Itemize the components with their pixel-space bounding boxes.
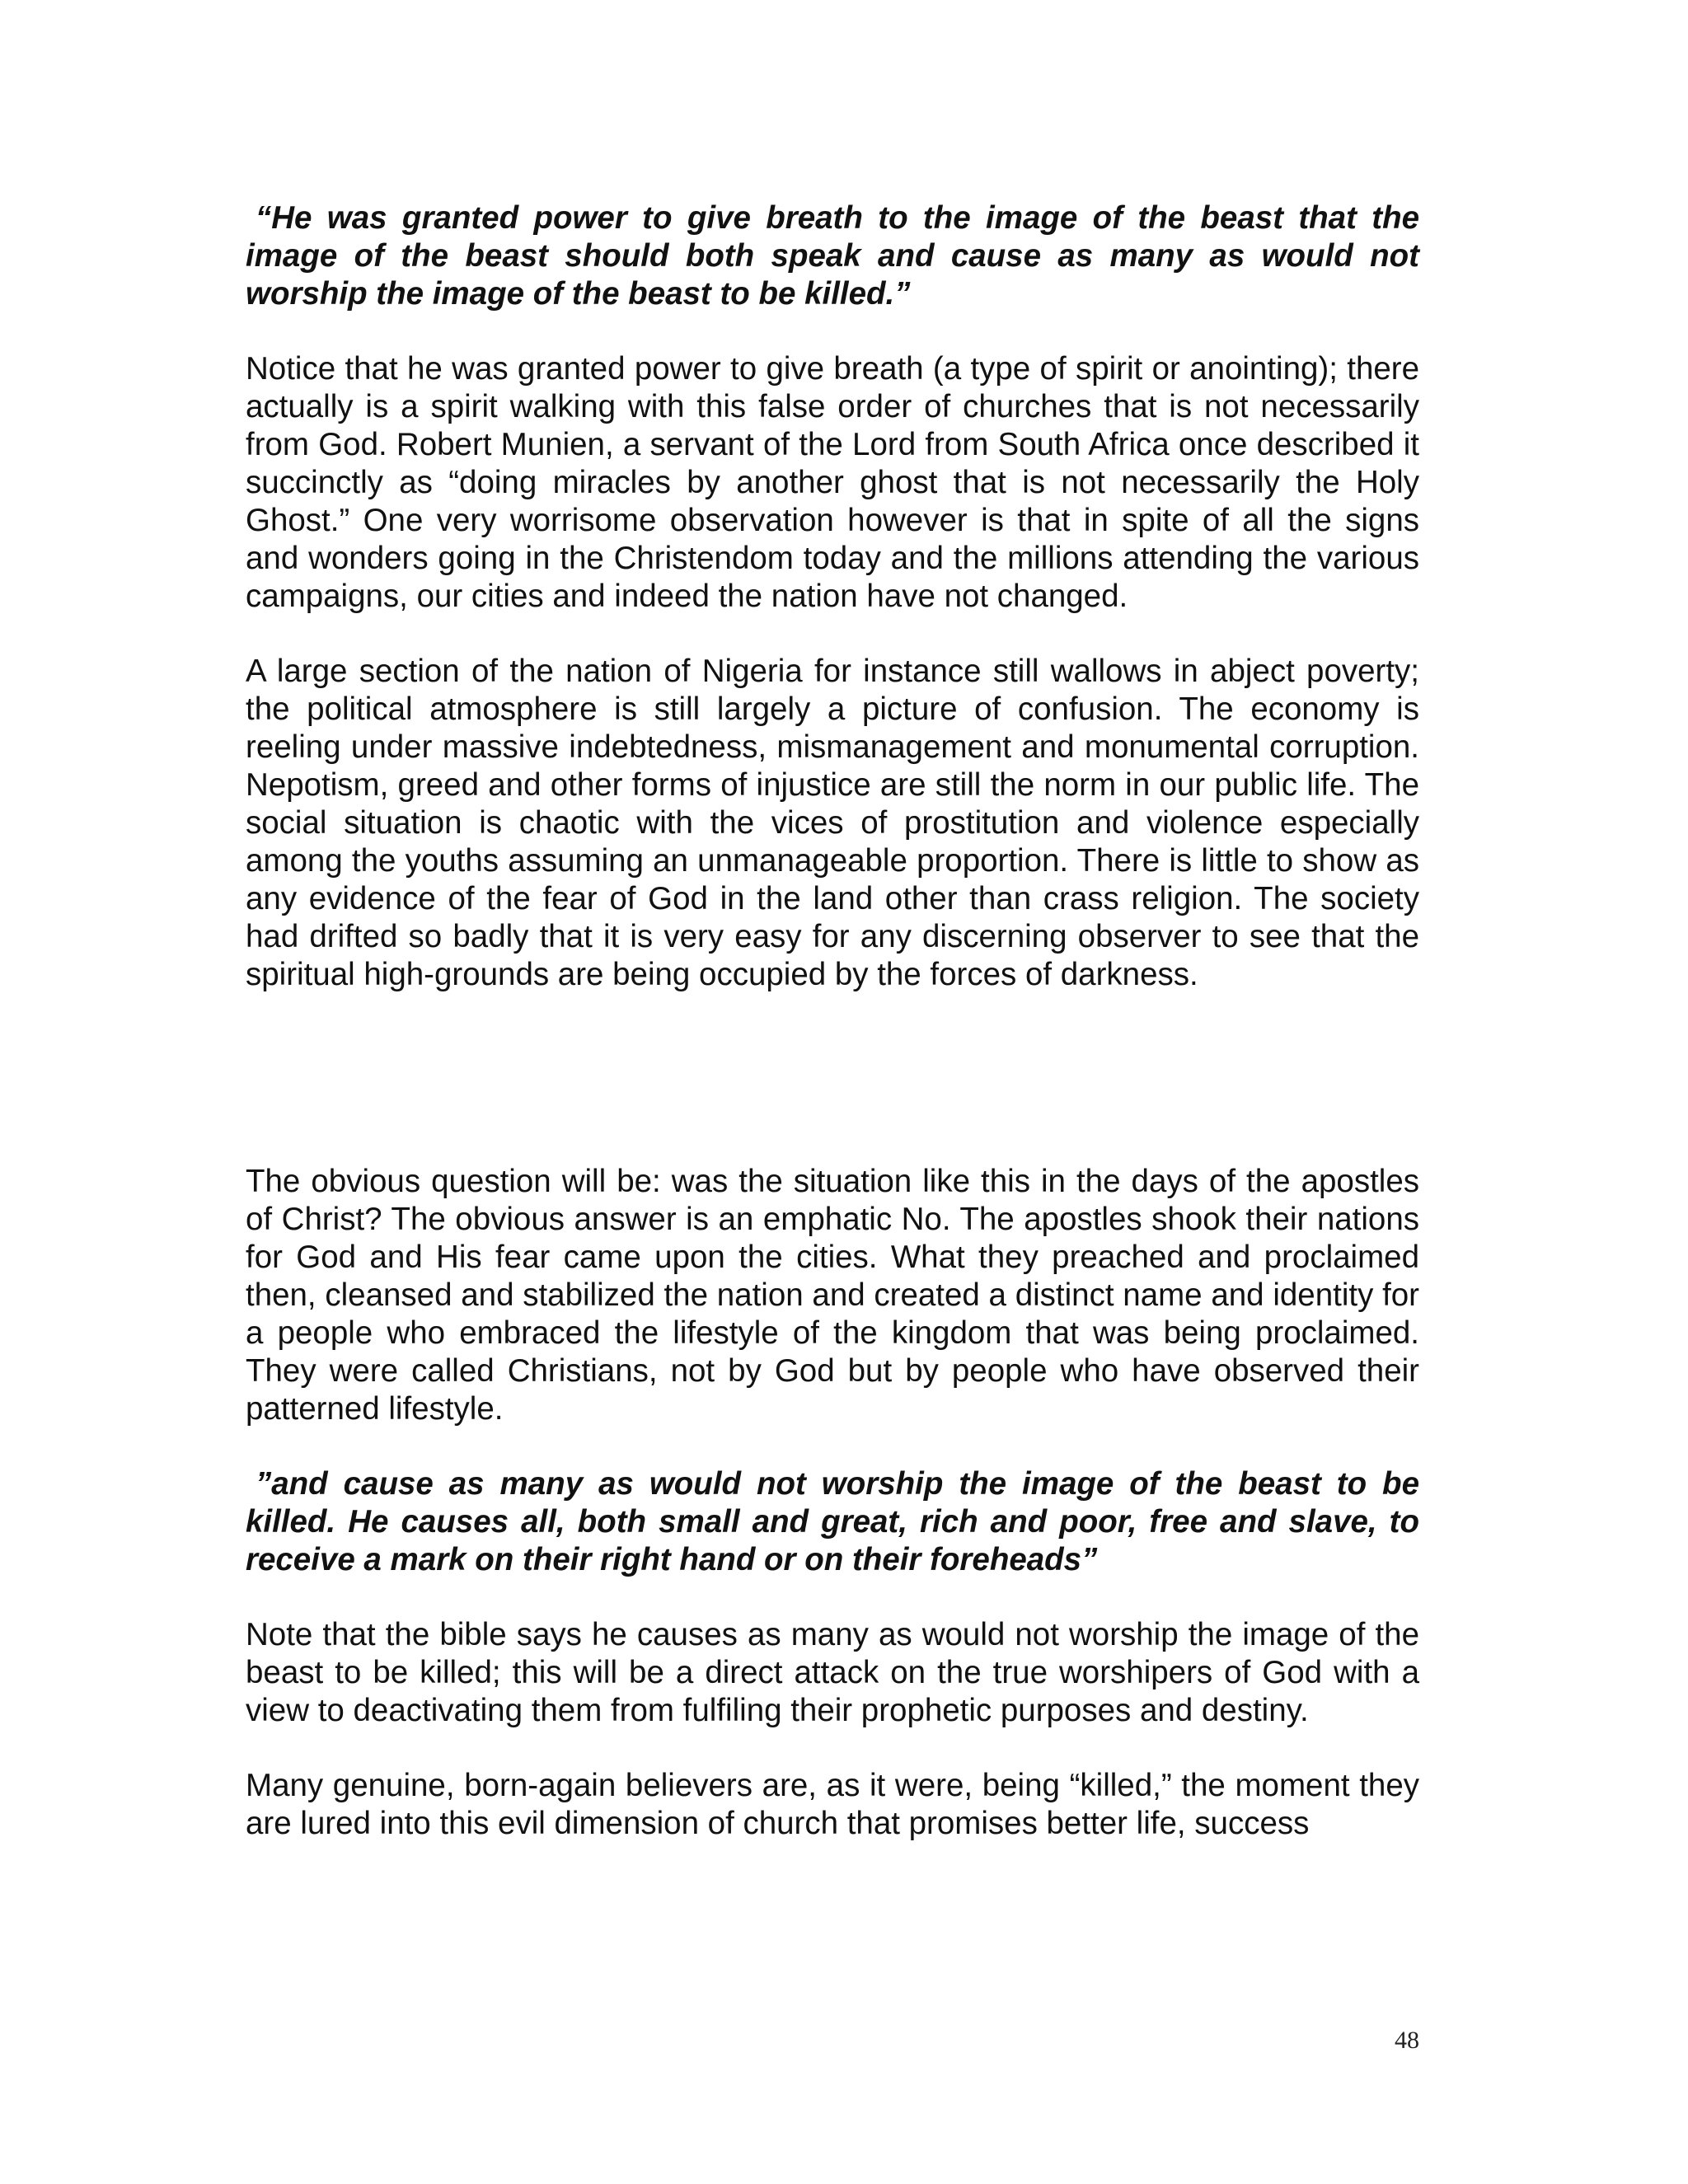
body-paragraph: A large section of the nation of Nigeria for instance still wallows in abject poverty; the political atmosphere is still largely a picture of confusion. The economy is reeling under massive indebtedness, mismanagement and monumental corruption. Nepotism, greed and other forms of injustice are still the norm in our public life. The social situation is chaotic with the vices of prostitution and violence especially among the youths assuming an unmanageable proportion. There is little to show as any evidence of the fear of God in the land other than crass religion. The society had drifted so badly that it is very easy for any discerning observer to see that the spiritual high-grounds are being occupied by the forces of darkness.: [246, 654, 1419, 992]
quote-paragraph: “He was granted power to give breath to the image of the beast that the image of the beast should both speak and cause as many as would not worship the image of the beast to be killed.”: [246, 200, 1419, 312]
blank-space: [246, 1031, 1419, 1163]
document-body: [246, 199, 1419, 1880]
quote-paragraph: ”and cause as many as would not worship the image of the beast to be killed. He causes all, both small and great, rich and poor, free and slave, to receive a mark on their right hand or on their foreheads”: [246, 1466, 1419, 1577]
page-number: 48: [1395, 2027, 1419, 2054]
body-paragraph: The obvious question will be: was the situation like this in the days of the apostles of Christ? The obvious answer is an emphatic No. The apostles shook their nations for God and His fear came upon the cities. What they preached and proclaimed then, cleansed and stabilized the nation and created a distinct name and identity for a people who embraced the lifestyle of the kingdom that was being proclaimed. They were called Christians, not by God but by people who have observed their patterned lifestyle.: [246, 1164, 1419, 1427]
body-paragraph: Note that the bible says he causes as many as would not worship the image of the beast to be killed; this will be a direct attack on the true worshipers of God with a view to deactivating them from fulfiling their prophetic purposes and destiny.: [246, 1617, 1419, 1728]
body-paragraph: Notice that he was granted power to give breath (a type of spirit or anointing); there actually is a spirit walking with this false order of churches that is not necessarily from God. Robert Munien, a servant of the Lord from South Africa once described it succinctly as “doing miracles by another ghost that is not necessarily the Holy Ghost.” One very worrisome observation however is that in spite of all the signs and wonders going in the Christendom today and the millions attending the various campaigns, our cities and indeed the nation have not changed.: [246, 351, 1419, 614]
body-paragraph: Many genuine, born-again believers are, as it were, being “killed,” the moment they are lured into this evil dimension of church that promises better life, success: [246, 1768, 1419, 1841]
